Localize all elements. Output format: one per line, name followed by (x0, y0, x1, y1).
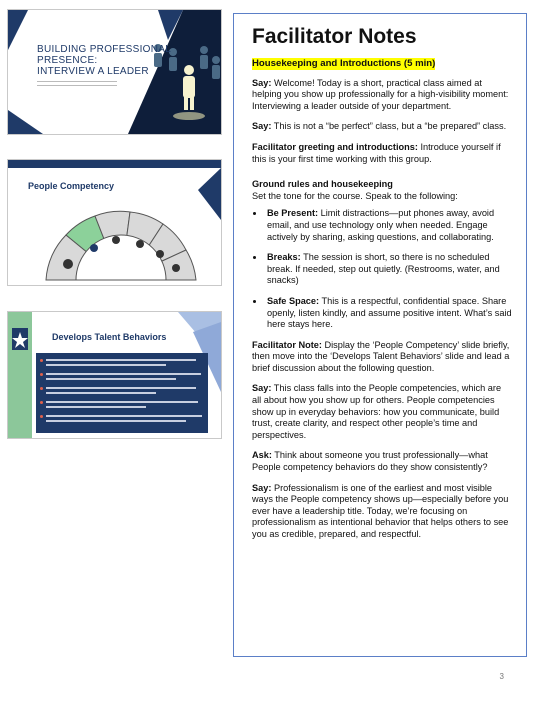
slide-1-title: BUILDING PROFESSIONAL PRESENCE: INTERVIEW A LEADER (37, 44, 172, 77)
notes-paragraph: Facilitator Note: Display the ‘People Competency’ slide briefly, then move into the ‘Develops Talent Behaviors’ slide and lead a brief discussion about the following question. (252, 339, 510, 373)
text-line (46, 387, 196, 389)
notes-paragraph: Say: This class falls into the People competencies, which are all about how you show up for others. People competencies show up in everyday behaviors: how you communicate, build trust, create clarity, and respect other people’s time and perspectives. (252, 383, 502, 440)
slide-thumbnail-1 (8, 10, 221, 134)
text-line (46, 415, 202, 417)
bullet-dot (40, 387, 43, 390)
notes-paragraph: Say: Welcome! Today is a short, practical class aimed at helping you show up professionally for a high-visibility moment: Interviewing a leader outside of your department. (252, 77, 509, 111)
slide-thumbnail-2 (8, 160, 221, 285)
notes-paragraph: Ask: Think about someone you trust professionally—what People competency behaviors do they show consistently? (252, 450, 488, 473)
ground-rules-list (252, 208, 512, 330)
slide-3-content-box (36, 353, 208, 433)
text-line (46, 378, 176, 380)
text-line (46, 401, 198, 403)
facilitator-notes-panel (233, 13, 527, 657)
list-item: • Be Present: Limit distractions—put phones away, avoid email, and use technology only when needed. Engage actively by sharing, asking questions, and collaborating. (265, 208, 512, 243)
bullet-dot (40, 415, 43, 418)
text-line (46, 364, 166, 366)
competency-wheel-graphic (8, 160, 221, 285)
notes-paragraph: Say: Professionalism is one of the earliest and most visible ways the People competency shows up—especially before you ever have a leadership title. Today, we’re focusing on professionalism as intentional behavior that helps others to see you as credible, prepared, and respectful. (252, 482, 509, 539)
bullet-dot (40, 359, 43, 362)
text-line (46, 392, 156, 394)
list-item: • Safe Space: This is a respectful, confidential space. Share openly, listen kindly, and assume positive intent. What’s said here stays here. (265, 296, 512, 331)
section-heading: Housekeeping and Introductions (5 min) (252, 58, 436, 69)
text-line (46, 359, 196, 361)
slide-3-title: Develops Talent Behaviors (52, 332, 167, 342)
notes-heading: Facilitator Notes (252, 25, 417, 48)
slide-2-title: People Competency (28, 181, 115, 191)
notes-paragraph: Say: This is not a “be perfect” class, but a “be prepared” class. (252, 121, 507, 132)
slide-1-subtitle-bar (37, 81, 117, 86)
slide-thumbnail-3 (8, 312, 221, 438)
ground-rules-intro: Ground rules and housekeeping Set the tone for the course. Speak to the following: (252, 179, 458, 201)
notes-paragraph: Facilitator greeting and introductions: Introduce yourself if this is your first time working with this group. (252, 141, 501, 164)
bullet-dot (40, 373, 43, 376)
page-number: 3 (499, 672, 504, 681)
list-item: • Breaks: The session is short, so there is no scheduled break. If needed, step out quietly. (Restrooms, water, and snacks) (265, 252, 512, 287)
bullet-dot (40, 401, 43, 404)
text-line (46, 420, 186, 422)
text-line (46, 406, 146, 408)
text-line (46, 373, 201, 375)
